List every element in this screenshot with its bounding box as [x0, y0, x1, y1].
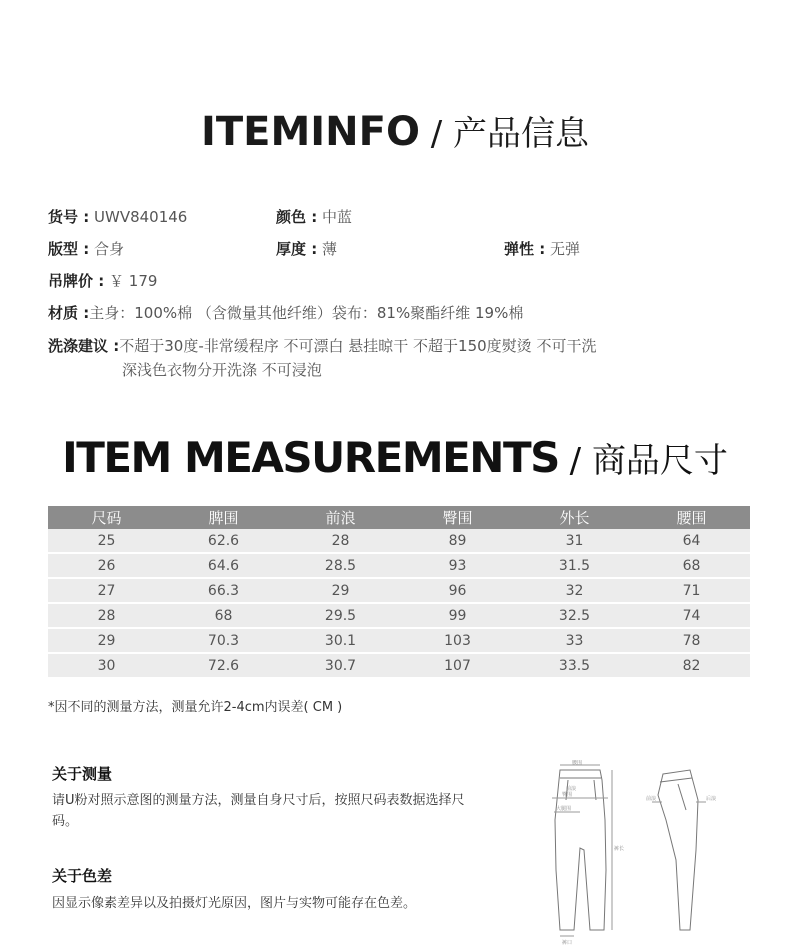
diagram-label-thigh: 大腿围: [556, 806, 572, 812]
table-cell: 33: [516, 629, 633, 654]
care-row: [48, 335, 596, 356]
table-cell: 99: [399, 604, 516, 629]
about-measure-heading: 关于测量: [52, 765, 113, 783]
table-cell: 64: [633, 529, 750, 554]
table-cell: 28: [282, 529, 399, 554]
diagram-label-back-rise: 后浪: [706, 796, 717, 802]
table-cell: 103: [399, 629, 516, 654]
table-cell: 93: [399, 554, 516, 579]
table-row: [48, 629, 750, 654]
header-cell: 外长: [516, 506, 633, 529]
thickness-label: 厚度 :: [276, 240, 318, 258]
table-cell: 62.6: [165, 529, 282, 554]
table-cell: 32: [516, 579, 633, 604]
product-info-title: [0, 106, 790, 155]
sku-label: 货号 :: [48, 208, 90, 226]
pants-measure-diagram: [540, 760, 740, 950]
diagram-label-length: 裤长: [614, 846, 625, 852]
size-table-header: [48, 506, 750, 529]
table-cell: 28.5: [282, 554, 399, 579]
table-cell: 107: [399, 654, 516, 679]
table-row: [48, 604, 750, 629]
diagram-label-front-rise: 前浪: [566, 786, 577, 792]
price-row: [48, 270, 157, 291]
table-cell: 68: [633, 554, 750, 579]
diagram-label-hip: 臀围: [562, 792, 573, 798]
title-cn: 产品信息: [453, 114, 590, 154]
table-cell: 96: [399, 579, 516, 604]
elastic-value: 无弹: [545, 240, 581, 258]
table-cell: 30.1: [282, 629, 399, 654]
size-table-body: [48, 529, 750, 679]
table-row: [48, 579, 750, 604]
table-cell: 68: [165, 604, 282, 629]
table-cell: 64.6: [165, 554, 282, 579]
title-en: ITEMINFO: [200, 109, 420, 155]
header-cell: 臀围: [399, 506, 516, 529]
table-cell: 32.5: [516, 604, 633, 629]
table-cell: 72.6: [165, 654, 282, 679]
header-cell: 前浪: [282, 506, 399, 529]
elastic-label: 弹性 :: [504, 240, 546, 258]
measurements-title: [0, 433, 790, 482]
table-cell: 78: [633, 629, 750, 654]
care-row-2: [122, 359, 322, 380]
header-cell: 尺码: [48, 506, 165, 529]
diagram-label-hem: 裤口: [562, 940, 573, 946]
color-label: 颜色 :: [276, 208, 318, 226]
fit-value: 合身: [89, 240, 125, 258]
thickness-row: [276, 238, 337, 259]
material-label: 材质 :: [48, 304, 90, 322]
table-cell: 26: [48, 554, 165, 579]
size-table: [48, 506, 750, 679]
care-line2: 深浅色衣物分开洗涤 不可浸泡: [122, 361, 322, 379]
table-cell: 74: [633, 604, 750, 629]
table-cell: 29.5: [282, 604, 399, 629]
header-cell: 腰围: [633, 506, 750, 529]
measure-note: *因不同的测量方法，测量允许2-4cm内误差( CM ): [48, 700, 343, 715]
table-cell: 25: [48, 529, 165, 554]
care-line1: 不超于30度-非常缓程序 不可漂白 悬挂晾干 不超于150度熨烫 不可干洗: [119, 337, 597, 355]
about-color-heading: 关于色差: [52, 867, 113, 885]
material-value: 主身：100%棉 （含微量其他纤维）袋布：81%聚酯纤维 19%棉: [89, 304, 524, 322]
table-cell: 29: [282, 579, 399, 604]
table-cell: 31.5: [516, 554, 633, 579]
color-value: 中蓝: [317, 208, 353, 226]
measurements-title-sep: /: [558, 441, 592, 481]
color-row: [276, 206, 352, 227]
table-cell: 28: [48, 604, 165, 629]
table-cell: 66.3: [165, 579, 282, 604]
table-cell: 30: [48, 654, 165, 679]
measurements-title-en: ITEM MEASUREMENTS: [62, 433, 559, 482]
table-cell: 31: [516, 529, 633, 554]
table-cell: 82: [633, 654, 750, 679]
care-label: 洗涤建议 :: [48, 337, 120, 355]
price-value: ￥ 179: [104, 272, 158, 290]
fit-label: 版型 :: [48, 240, 90, 258]
elastic-row: [504, 238, 580, 259]
title-sep: /: [419, 114, 454, 154]
table-cell: 70.3: [165, 629, 282, 654]
sku-row: [48, 206, 187, 227]
diagram-label-side-front-rise: 前浪: [646, 796, 657, 802]
measurements-title-cn: 商品尺寸: [591, 441, 728, 481]
header-cell: 脾围: [165, 506, 282, 529]
table-cell: 30.7: [282, 654, 399, 679]
material-row: [48, 302, 523, 323]
about-measure-text: 请U粉对照示意图的测量方法，测量自身尺寸后，按照尺码表数据选择尺码。: [52, 793, 465, 829]
sku-value: UWV840146: [89, 208, 188, 226]
table-row: [48, 654, 750, 679]
fit-row: [48, 238, 124, 259]
table-row: [48, 554, 750, 579]
price-label: 吊牌价 :: [48, 272, 105, 290]
diagram-label-waist: 腰围: [572, 760, 583, 766]
table-cell: 29: [48, 629, 165, 654]
table-cell: 33.5: [516, 654, 633, 679]
thickness-value: 薄: [317, 240, 338, 258]
about-color-text: 因显示像素差异以及拍摄灯光原因，图片与实物可能存在色差。: [52, 896, 417, 911]
table-cell: 27: [48, 579, 165, 604]
table-row: [48, 529, 750, 554]
table-cell: 71: [633, 579, 750, 604]
table-cell: 89: [399, 529, 516, 554]
side-pants-outline: [658, 770, 698, 930]
